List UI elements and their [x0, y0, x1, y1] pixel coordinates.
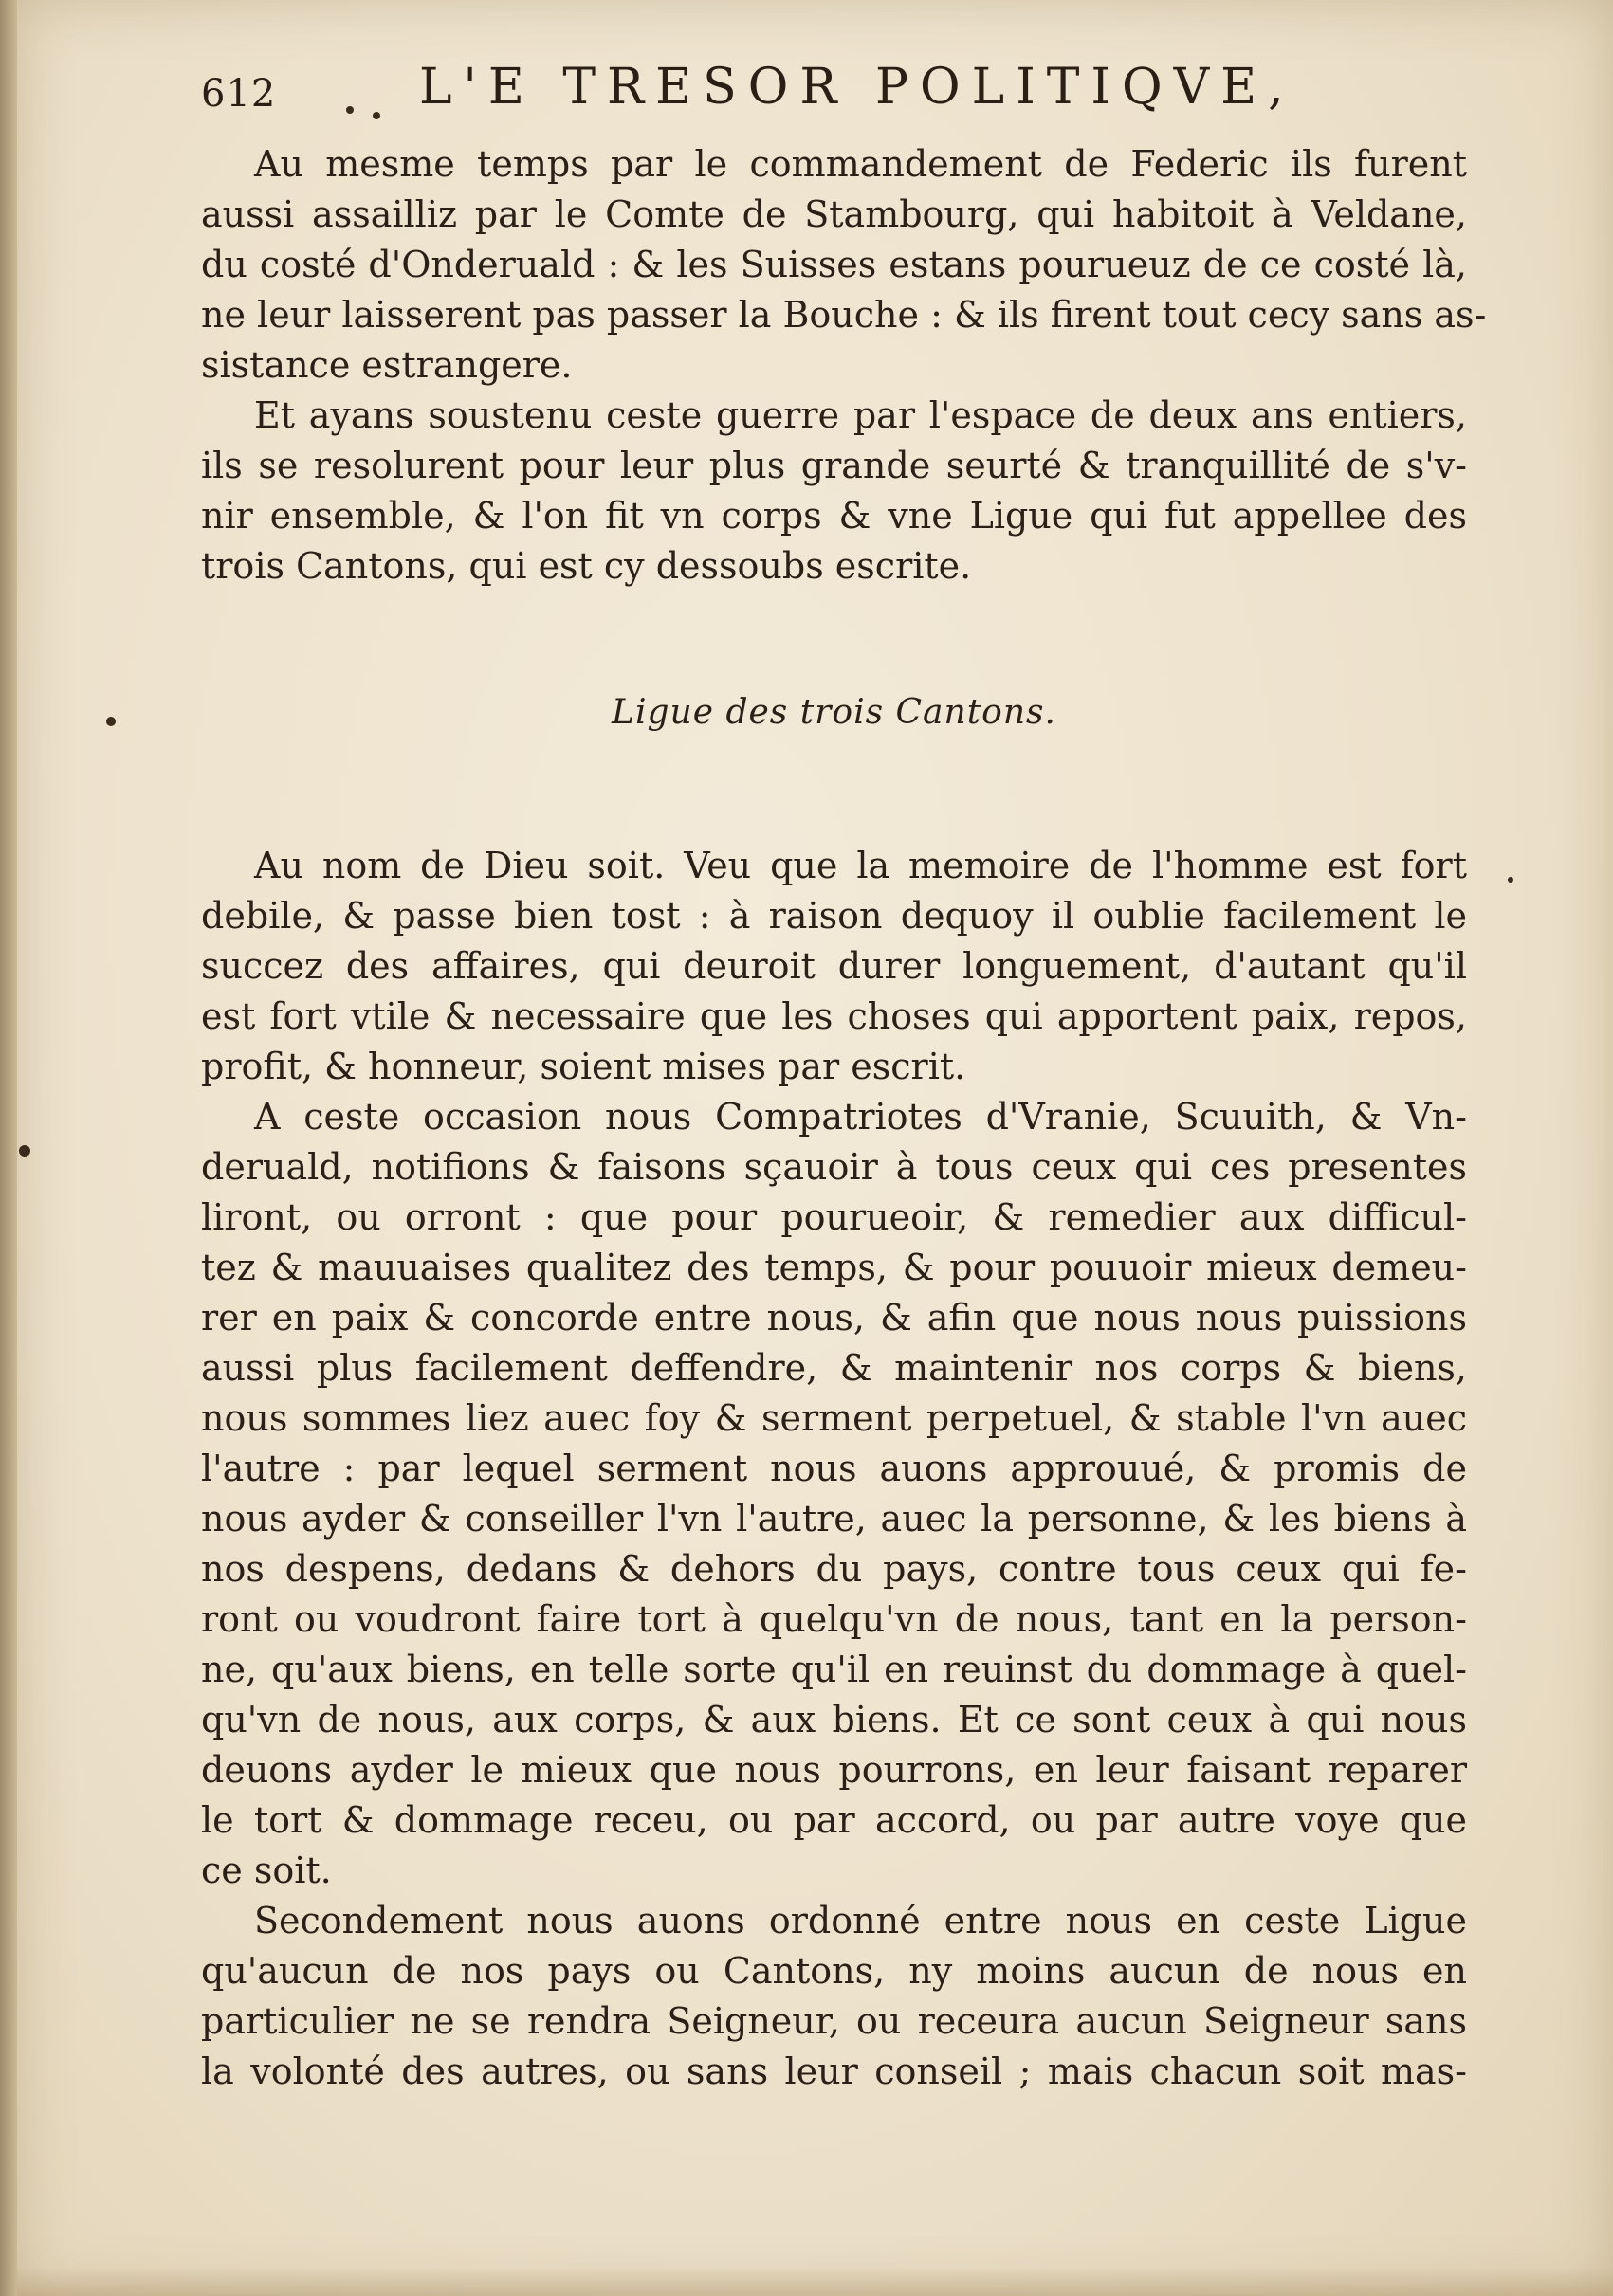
paragraph-3: [201, 841, 1467, 2097]
text-line: aussi plus facilement deffendre, & maintenir nos corps & biens,: [201, 1347, 1467, 1389]
text-line: ils se resolurent pour leur plus grande seurté & tranquillité de s'v-: [201, 445, 1467, 486]
text-line: A ceste occasion nous Compatriotes d'Vranie, Scuuith, & Vn-: [254, 1096, 1467, 1138]
text-line: ront ou voudront faire tort à quelqu'vn de nous, tant en la person-: [201, 1598, 1467, 1640]
text-line: succez des affaires, qui deuroit durer longuement, d'autant qu'il: [201, 945, 1467, 987]
text-line: Au mesme temps par le commandement de Federic ils furent: [254, 143, 1467, 185]
text-line: nir ensemble, & l'on fit vn corps & vne Ligue qui fut appellee des: [201, 495, 1467, 537]
text-line: tez & mauuaises qualitez des temps, & pour pouuoir mieux demeu-: [201, 1247, 1467, 1288]
ink-speck: [106, 717, 116, 726]
text-line: sistance estrangere.: [201, 344, 573, 386]
paragraph-1: [201, 139, 1487, 391]
text-line: qu'aucun de nos pays ou Cantons, ny moins aucun de nous en: [201, 1950, 1467, 1992]
text-line: Et ayans soustenu ceste guerre par l'espace de deux ans entiers,: [254, 394, 1467, 436]
text-line: ce soit.: [201, 1850, 332, 1891]
text-line: nous ayder & conseiller l'vn l'autre, auec la personne, & les biens à: [201, 1498, 1467, 1540]
text-line: trois Cantons, qui est cy dessoubs escrite.: [201, 545, 972, 587]
text-line: particulier ne se rendra Seigneur, ou receura aucun Seigneur sans: [201, 2000, 1467, 2042]
text-line: est fort vtile & necessaire que les choses qui apportent paix, repos,: [201, 995, 1467, 1037]
text-line: l'autre : par lequel serment nous auons approuué, & promis de: [201, 1448, 1467, 1489]
book-spine-edge: [0, 0, 17, 2296]
text-line: Au nom de Dieu soit. Veu que la memoire de l'homme est fort: [254, 845, 1467, 886]
text-line: debile, & passe bien tost : à raison dequoy il oublie facilement le: [201, 895, 1467, 937]
body-text: [201, 139, 1487, 2092]
text-line: la volonté des autres, ou sans leur conseil ; mais chacun soit mas-: [201, 2050, 1467, 2092]
text-line: liront, ou orront : que pour pourueoir, & remedier aux difficul-: [201, 1196, 1467, 1238]
ink-speck: [19, 1145, 30, 1157]
text-line: ne leur laisserent pas passer la Bouche : & ils firent tout cecy sans as-: [201, 294, 1487, 336]
page-bottom-shadow: [17, 2268, 1613, 2296]
text-line: le tort & dommage receu, ou par accord, ou par autre voye que: [201, 1799, 1467, 1841]
running-title: L'E TRESOR POLITIQVE,: [419, 59, 1295, 116]
text-line: du costé d'Onderuald : & les Suisses estans pourueuz de ce costé là,: [201, 244, 1467, 285]
text-line: ne, qu'aux biens, en telle sorte qu'il en reuinst du dommage à quel-: [201, 1649, 1467, 1690]
text-line: deruald, notifions & faisons sçauoir à tous ceux qui ces presentes: [201, 1146, 1467, 1188]
text-line: nous sommes liez auec foy & serment perpetuel, & stable l'vn auec: [201, 1397, 1467, 1439]
section-heading: Ligue des trois Cantons.: [612, 693, 1056, 732]
text-line: deuons ayder le mieux que nous pourrons, en leur faisant reparer: [201, 1749, 1467, 1791]
page-header: [201, 55, 1472, 131]
paragraph-5: [201, 1896, 1467, 2097]
text-line: qu'vn de nous, aux corps, & aux biens. Et ce sont ceux à qui nous: [201, 1699, 1467, 1740]
ink-speck: [1508, 877, 1513, 883]
text-line: aussi assailliz par le Comte de Stambourg, qui habitoit à Veldane,: [201, 193, 1467, 235]
page-number: 612: [201, 72, 277, 116]
ink-speck: [373, 112, 380, 119]
paragraph-4: [201, 1092, 1467, 1896]
text-line: nos despens, dedans & dehors du pays, contre tous ceux qui fe-: [201, 1548, 1467, 1590]
paragraph-2: [201, 391, 1467, 592]
text-line: Secondement nous auons ordonné entre nous en ceste Ligue: [254, 1900, 1467, 1941]
text-line: rer en paix & concorde entre nous, & afin que nous nous puissions: [201, 1297, 1467, 1339]
text-line: profit, & honneur, soient mises par escrit.: [201, 1046, 966, 1087]
ink-speck: [346, 106, 354, 114]
